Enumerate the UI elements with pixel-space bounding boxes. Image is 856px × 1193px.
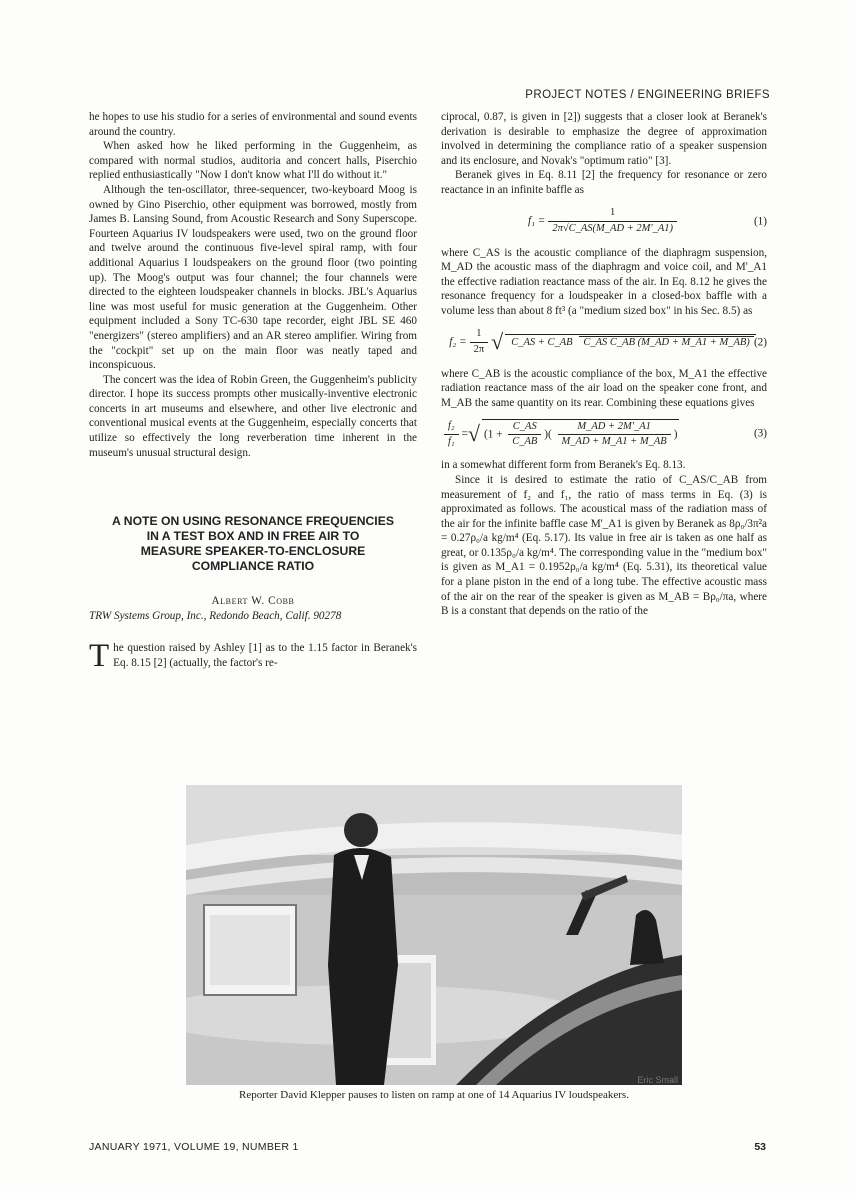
eq1-lhs: f₁ = (527, 215, 546, 228)
eq3-lhs-denominator: f₁ (444, 434, 459, 450)
eq1-numerator: 1 (610, 207, 616, 219)
eq3-mass-numerator: M_AD + 2M'_A1 (577, 420, 651, 432)
article-photo (186, 785, 682, 1085)
photo-credit: Eric Small (637, 1075, 678, 1085)
eq2-denominator: C_AS C_AB (M_AD + M_A1 + M_AB) (579, 336, 753, 348)
body-paragraph: The concert was the idea of Robin Green, the Guggenheim's publicity director. I hope its success prompts other musically-inventive electronic concerts in art museums and elsewhere, and other live electronic and conventional musical events at the Guggenheim, especially concerts that utilize so effectively the long reverberation time inherent in the museum's unusual structural design. (89, 373, 417, 459)
running-head: PROJECT NOTES / ENGINEERING BRIEFS (525, 89, 770, 101)
eq2-prefactor-numerator: 1 (476, 328, 482, 340)
article-title-line: A NOTE ON USING RESONANCE FREQUENCIES (112, 514, 394, 529)
body-paragraph: Beranek gives in Eq. 8.11 [2] the frequency for resonance or zero reactance in an infinite baffle as (441, 169, 767, 196)
page-number: 53 (754, 1141, 766, 1153)
article-title-line: MEASURE SPEAKER-TO-ENCLOSURE (140, 544, 366, 559)
body-paragraph: where C_AB is the acoustic compliance of the box, M_A1 the effective radiation reactance mass of the air load on the speaker cone front, and M_AB the same quantity on its rear. Combining these equations gives (441, 367, 767, 409)
eq3-lhs (444, 419, 459, 449)
eq1-denominator: 2π√C_AS(M_AD + 2M'_A1) (548, 221, 677, 237)
eq3-radicand: (1 + $\frac{C\_AS}{C\_AB}$ )( $\frac{M\_AD + 2M'\_A1}{M\_AD + M\_A1 + M\_AB}$ ) (482, 419, 679, 450)
equation-number: (3) (753, 428, 767, 441)
left-column (89, 110, 417, 675)
body-paragraph: in a somewhat different form from Beranek's Eq. 8.13. (441, 459, 686, 472)
body-paragraph: where C_AS is the acoustic compliance of the diaphragm suspension, M_AD the acoustic mass of the diaphragm and voice coil, and M'_A1 the effective radiation reactance mass of the air. In Eq. 8.12 he gives the resonance frequency for a loudspeaker in a closed-box baffle with a volume less than about 8 ft³ (a "medium sized box" in his Sec. 8.5) as (441, 246, 767, 317)
body-paragraph: he hopes to use his studio for a series of environmental and sound events around the country. (89, 111, 417, 138)
journal-issue: JANUARY 1971, VOLUME 19, NUMBER 1 (89, 1141, 299, 1153)
right-column (441, 110, 767, 619)
photo-illustration (186, 785, 682, 1085)
first-paragraph-text: he question raised by Ashley [1] as to the 1.15 factor in Beranek's Eq. 8.15 [2] (actually, the factor's re- (113, 642, 417, 670)
eq3-lhs-numerator: f₂ (448, 420, 455, 432)
eq2-fraction (505, 334, 756, 351)
eq3-compliance-numerator: C_AS (512, 420, 537, 432)
equation-number: (1) (753, 215, 767, 228)
article-title-line: IN A TEST BOX AND IN FREE AIR TO (146, 529, 360, 544)
equation-2 (441, 328, 767, 358)
body-paragraph: When asked how he liked performing in the Guggenheim, as compared with normal studios, auditoria and concert halls, Piserchio replied enthusiastically "Now I don't know what I'll do without it." (89, 140, 417, 182)
eq2-prefactor-denominator: 2π (470, 342, 489, 358)
eq2-prefactor (470, 327, 489, 357)
eq2-numerator: C_AS + C_AB (511, 337, 573, 349)
article-first-paragraph (89, 638, 417, 675)
article-title (89, 514, 417, 574)
author-affiliation: TRW Systems Group, Inc., Redondo Beach, Calif. 90278 (89, 609, 342, 622)
equation-1 (441, 207, 767, 237)
article-author: Albert W. Cobb (211, 595, 295, 608)
eq3-compliance-ratio (508, 420, 541, 450)
body-paragraph: ciprocal, 0.87, is given in [2]) suggests that a closer look at Beranek's derivation is desirable to emphasize the degree of approximation involved in determining the compliance ratio of a speaker suspension and its enclosure, and Novak's "optimum ratio" [3]. (441, 111, 767, 167)
eq1-fraction (548, 206, 677, 236)
eq3-compliance-denominator: C_AB (508, 434, 541, 450)
drop-cap: T (89, 638, 110, 675)
body-paragraph: Since it is desired to estimate the ratio of C_AS/C_AB from measurement of f₂ and f₁, the ratio of mass terms in Eq. (3) is approximated as follows. The acoustical mass of the radiation mass of the air for the infinite baffle case M'_A1 is given by Beranek as 8ρ₀/3π²a = 0.27ρ₀/a kg/m⁴ (Eq. 5.17). Its value in free air is taken as one half as great, or 0.135ρ₀/a kg/m⁴. The corresponding value in the "medium box" is given as M_A1 = 0.1952ρ₀/a kg/m⁴ (Eq. 5.31), its theoretical value for a plane piston in the end of a long tube. The effective acoustic mass of the air on the rear of the speaker is given as M_AB = Bρ₀/πa, where B is a constant that depends on the ratio of the (441, 473, 767, 618)
eq2-lhs: f₂ = (449, 336, 467, 349)
photo-caption: Reporter David Klepper pauses to listen on ramp at one of 14 Aquarius IV loudspeakers. (239, 1089, 629, 1101)
equation-3 (441, 419, 767, 449)
sqrt-icon: √ (491, 329, 504, 355)
eq3-equals: = (461, 428, 468, 441)
body-paragraph: Although the ten-oscillator, three-sequencer, two-keyboard Moog is owned by Gino Piserchio, other equipment was borrowed, mostly from James B. Lansing Sound, from Acoustic Research and Sony Superscope. Fourteen Aquarius IV loudspeakers were used, two on the ground floor and twelve around the continuous five-level spiral ramp, with four additional Aquarius I loudspeakers on the ground floor (two pointing up). The Moog's output was four channel; the four channels were directed to the eighteen loudspeaker channels in blocks. JBL's Aquarius line was most useful for music generation at the Guggenheim. Other equipment included a Sony TC-630 tape recorder, eight JBL SE 460 "energizers" (stereo amplifiers) and an AR stereo amplifier. Wiring from the "cockpit" set up on the main floor was neatly taped and inconspicuous. (89, 183, 417, 372)
article-title-line: COMPLIANCE RATIO (191, 559, 315, 574)
equation-number: (2) (753, 336, 767, 349)
eq3-mass-denominator: M_AD + M_A1 + M_AB (558, 434, 671, 450)
sqrt-icon: √ (467, 421, 480, 447)
eq3-mass-ratio (558, 420, 671, 450)
